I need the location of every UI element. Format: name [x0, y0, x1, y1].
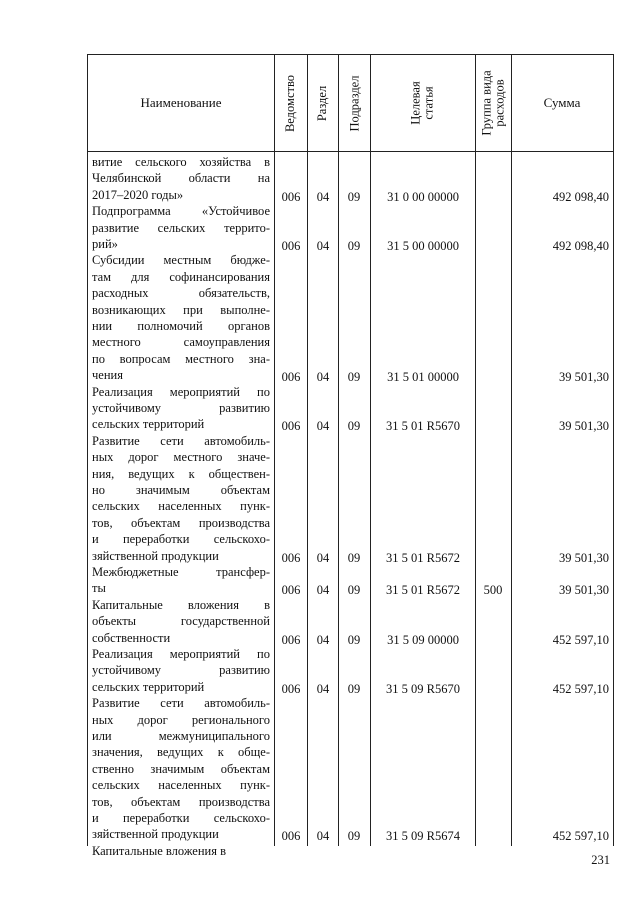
row-name-line: объекты государственной: [92, 614, 270, 629]
cell-vedomstvo: 006: [281, 189, 301, 204]
cell-razdel: 04: [316, 681, 330, 696]
header-name: Наименование: [140, 95, 222, 110]
cell-summa: 492 098,40: [552, 239, 609, 253]
row-name-line: но значимым объектам: [92, 482, 270, 497]
row-name: [92, 203, 270, 252]
row-name-line: устойчивому развитию: [92, 663, 270, 678]
cell-celevaya-statya: 31 5 01 R5672: [386, 550, 460, 565]
cell-celevaya-statya: 31 5 01 R5672: [386, 583, 460, 598]
cell-razdel: 04: [316, 632, 330, 647]
budget-table: [87, 54, 614, 858]
cell-summa: 452 597,10: [552, 681, 609, 696]
row-name-line: ных дорог местного значе-: [92, 450, 270, 465]
row-name-line: устойчивому развитию: [92, 400, 270, 415]
row-name-line: зяйственной продукции: [92, 548, 219, 563]
row-name-line: Развитие сети автомобиль-: [92, 696, 270, 711]
cell-celevaya-statya: 31 5 01 00000: [387, 370, 459, 385]
row-name: [92, 597, 270, 646]
row-name-line: Реализация мероприятий по: [92, 647, 270, 661]
cell-podrazdel: 09: [347, 239, 361, 253]
cell-celevaya-statya: 31 0 00 00000: [387, 189, 459, 204]
cell-gruppa: 500: [483, 583, 503, 598]
row-name: [92, 564, 270, 597]
row-name-line: нии полномочий органов: [92, 318, 270, 333]
row-name-line: развитие сельских террито-: [92, 220, 270, 235]
cell-razdel: 04: [316, 829, 330, 844]
row-name-line: Реализация мероприятий по: [92, 384, 270, 399]
cell-podrazdel: 09: [347, 583, 361, 598]
header-vedomstvo: Ведомство: [283, 74, 298, 132]
cell-razdel: 04: [316, 239, 330, 253]
row-name-line: зяйственной продукции: [92, 827, 219, 842]
row-name: [92, 154, 270, 203]
cell-podrazdel: 09: [347, 189, 361, 204]
row-name-line: Капитальные вложения в: [92, 843, 226, 858]
cell-summa: 39 501,30: [559, 419, 609, 434]
row-name-line: по вопросам местного зна-: [92, 351, 270, 366]
row-name-line: возникающих при выполне-: [92, 302, 270, 317]
row-name: [92, 646, 270, 695]
row-name-line: или межмуниципального: [92, 728, 270, 743]
row-name-line: Челябинской области на: [92, 171, 270, 186]
cell-razdel: 04: [316, 583, 330, 598]
header-podrazdel: Подраздел: [347, 75, 361, 131]
cell-razdel: 04: [316, 419, 330, 434]
column-divider: [511, 55, 512, 846]
row-name-line: ственно значимым объектам: [92, 761, 270, 776]
row-name: [92, 252, 270, 383]
cell-podrazdel: 09: [347, 681, 361, 696]
cell-vedomstvo: 006: [281, 370, 301, 385]
cell-celevaya-statya: 31 5 01 R5670: [386, 419, 460, 434]
cell-razdel: 04: [316, 370, 330, 385]
row-name-line: ты: [92, 581, 106, 596]
row-name-line: тов, объектам производства: [92, 515, 270, 530]
page-number: 231: [591, 853, 610, 867]
row-name-line: Развитие сети автомобиль-: [92, 433, 270, 448]
cell-razdel: 04: [316, 550, 330, 565]
cell-summa: 452 597,10: [552, 829, 609, 844]
row-name-line: там для софинансирования: [92, 269, 270, 284]
row-name-line: местного самоуправления: [92, 335, 270, 350]
cell-vedomstvo: 006: [281, 419, 301, 434]
column-divider: [475, 55, 476, 846]
row-name-line: собственности: [92, 630, 171, 645]
cell-podrazdel: 09: [347, 419, 361, 434]
cell-vedomstvo: 006: [281, 681, 301, 696]
cell-summa: 492 098,40: [552, 189, 609, 204]
cell-summa: 39 501,30: [559, 550, 609, 565]
row-name-line: 2017–2020 годы»: [92, 187, 184, 202]
row-name: [92, 843, 270, 859]
row-name-line: ных дорог регионального: [92, 712, 270, 727]
column-divider: [307, 55, 308, 846]
column-divider: [370, 55, 371, 846]
row-name-line: Капитальные вложения в: [92, 597, 270, 612]
row-name-line: значения, ведущих к обще-: [92, 745, 270, 760]
row-name-line: сельских территорий: [92, 417, 205, 432]
row-name-line: и переработки сельскохо-: [92, 810, 270, 825]
row-name-line: сельских территорий: [92, 679, 205, 694]
cell-celevaya-statya: 31 5 09 R5670: [386, 681, 460, 696]
row-name-line: и переработки сельскохо-: [92, 532, 270, 547]
cell-celevaya-statya: 31 5 09 R5674: [386, 829, 460, 844]
header-divider: [88, 151, 613, 152]
column-divider: [338, 55, 339, 846]
row-name-line: витие сельского хозяйства в: [92, 155, 270, 169]
row-name-line: сельских населенных пунк-: [92, 778, 270, 793]
cell-podrazdel: 09: [347, 632, 361, 647]
cell-summa: 452 597,10: [552, 632, 609, 647]
row-name-line: Межбюджетные трансфер-: [92, 565, 270, 579]
header-summa: Сумма: [543, 95, 581, 110]
cell-vedomstvo: 006: [281, 632, 301, 647]
row-name-line: ния, ведущих к обществен-: [92, 466, 270, 481]
row-name-line: тов, объектам производства: [92, 794, 270, 809]
row-name: [92, 433, 270, 564]
cell-razdel: 04: [316, 189, 330, 204]
row-name-line: чения: [92, 368, 123, 383]
row-name: [92, 695, 270, 843]
cell-summa: 39 501,30: [559, 583, 609, 598]
row-name: [92, 384, 270, 433]
cell-celevaya-statya: 31 5 00 00000: [387, 239, 459, 253]
header-celevaya-statya: Целевая статья: [409, 81, 436, 125]
column-divider: [274, 55, 275, 846]
cell-podrazdel: 09: [347, 550, 361, 565]
cell-podrazdel: 09: [347, 370, 361, 385]
cell-vedomstvo: 006: [281, 550, 301, 565]
row-name-line: Субсидии местным бюдже-: [92, 253, 270, 268]
cell-celevaya-statya: 31 5 09 00000: [387, 632, 459, 647]
row-name-line: рий»: [92, 236, 118, 251]
header-gruppa-vida-rashodov: Группа вида расходов: [479, 70, 507, 136]
row-name-line: Подпрограмма «Устойчивое: [92, 204, 270, 219]
row-name-line: сельских населенных пунк-: [92, 499, 270, 514]
cell-summa: 39 501,30: [559, 370, 609, 385]
cell-vedomstvo: 006: [281, 239, 301, 253]
header-razdel: Раздел: [315, 85, 330, 121]
row-name-line: расходных обязательств,: [92, 286, 270, 301]
cell-vedomstvo: 006: [281, 583, 301, 598]
cell-podrazdel: 09: [347, 829, 361, 844]
cell-vedomstvo: 006: [281, 829, 301, 844]
